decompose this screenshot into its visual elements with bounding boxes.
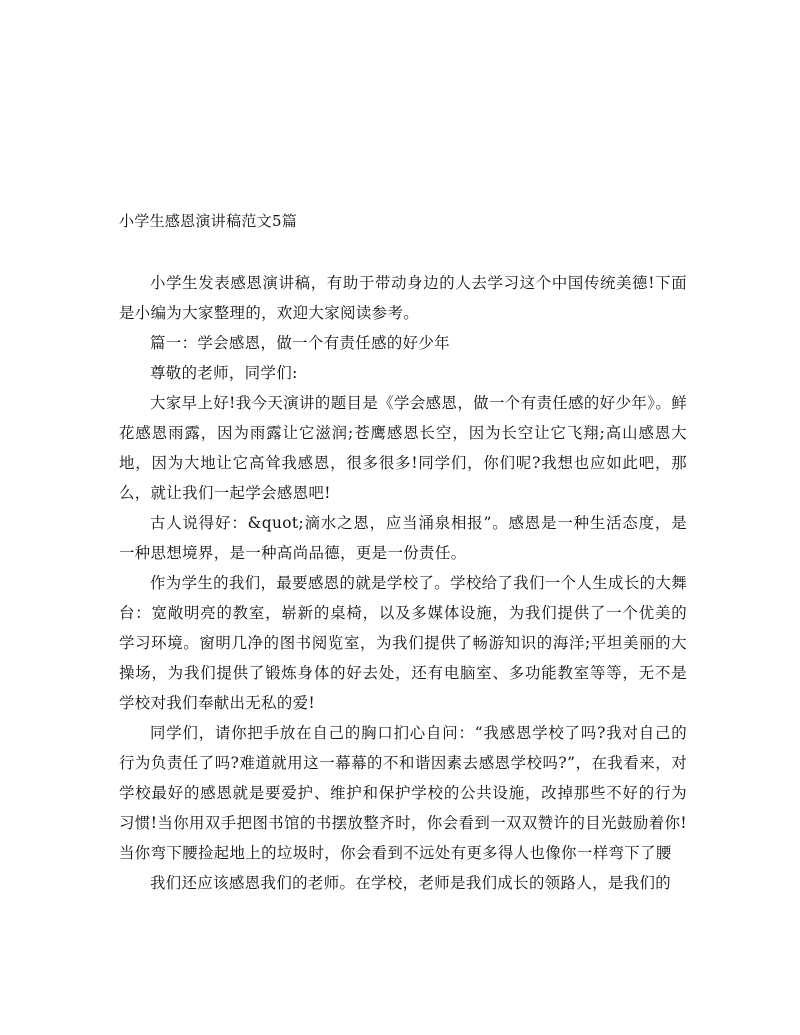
document-body xyxy=(119,268,687,898)
body-paragraph: 我们还应该感恩我们的老师。在学校，老师是我们成长的领路人，是我们的 xyxy=(150,874,672,892)
intro-paragraph: 小学生发表感恩演讲稿，有助于带动身边的人去学习这个中国传统美德!下面是小编为大家整理的，欢迎大家阅读参考。 xyxy=(119,274,687,322)
body-paragraph: 古人说得好：&quot;滴水之恩，应当涌泉相报”。感恩是一种生活态度，是一种思想境界，是一种高尚品德，更是一份责任。 xyxy=(119,514,687,562)
salutation-paragraph: 尊敬的老师，同学们: xyxy=(150,364,298,382)
body-paragraph: 作为学生的我们，最要感恩的就是学校了。学校给了我们一个人生成长的大舞台：宽敞明亮的教室，崭新的桌椅，以及多媒体设施，为我们提供了一个优美的学习环境。窗明几净的图书阅览室，为我们提供了畅游知识的海洋;平坦美丽的大操场，为我们提供了锻炼身体的好去处，还有电脑室、多功能教室等等，无不是学校对我们奉献出无私的爱! xyxy=(119,574,687,712)
document-title: 小学生感恩演讲稿范文5篇 xyxy=(119,212,298,230)
body-paragraph: 同学们，请你把手放在自己的胸口扪心自问：“我感恩学校了吗?我对自己的行为负责任了吗?难道就用这一幕幕的不和谐因素去感恩学校吗?”，在我看来，对学校最好的感恩就是要爱护、维护和保护学校的公共设施，改掉那些不好的行为习惯!当你用双手把图书馆的书摆放整齐时，你会看到一双双赞许的目光鼓励着你!当你弯下腰捡起地上的垃圾时，你会看到不远处有更多得人也像你一样弯下了腰 xyxy=(119,724,687,862)
section-heading: 篇一：学会感恩，做一个有责任感的好少年 xyxy=(150,334,451,352)
body-paragraph: 大家早上好!我今天演讲的题目是《学会感恩，做一个有责任感的好少年》。鲜花感恩雨露，因为雨露让它滋润;苍鹰感恩长空，因为长空让它飞翔;高山感恩大地，因为大地让它高耸我感恩，很多很多!同学们，你们呢?我想也应如此吧，那么，就让我们一起学会感恩吧! xyxy=(119,394,687,502)
